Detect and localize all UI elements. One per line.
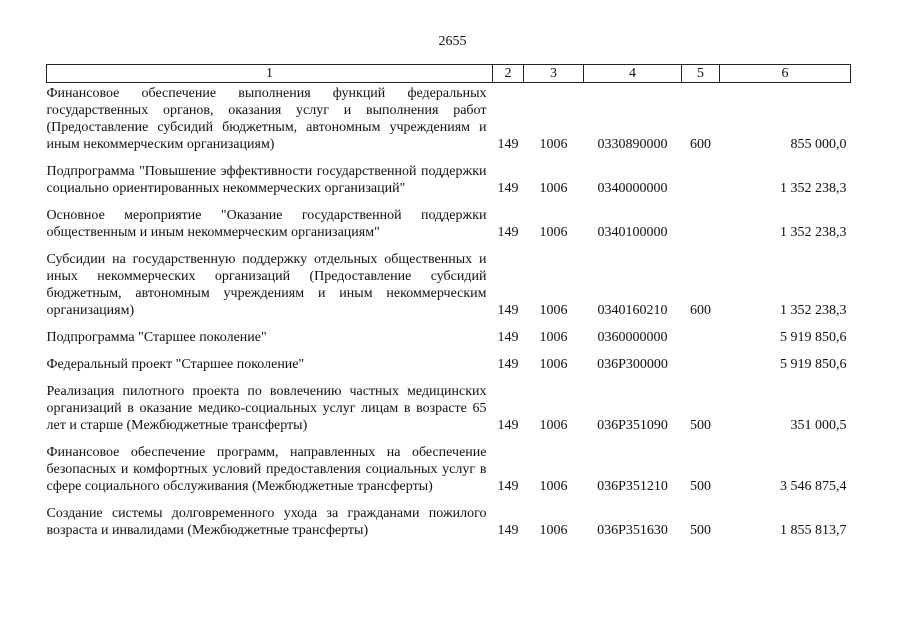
row-rz: 1006 [539,523,568,538]
row-gr: 149 [497,479,519,494]
budget-table [46,64,851,549]
row-csr: 036P300000 [597,357,668,372]
row-vr: 600 [690,303,711,318]
row-name: Финансовое обеспечение выполнения функций федеральных государственных органов, оказания услуг и выполнения работ (Предоставление субсидий бюджетным, автономным учреждениям и иным некоммерческим организациям) [46,86,487,152]
row-amount: 1 352 238,3 [780,303,847,318]
row-amount: 5 919 850,6 [780,357,847,372]
row-vr [682,356,720,383]
row-rz: 1006 [539,418,568,433]
row-name: Федеральный проект "Старшее поколение" [46,357,305,372]
row-csr: 0360000000 [597,330,668,345]
table-row [47,83,851,164]
row-rz: 1006 [539,330,568,345]
row-gr: 149 [497,181,519,196]
header-col-4: 4 [584,65,682,83]
table-row [47,329,851,356]
table-row [47,207,851,251]
row-gr: 149 [497,357,519,372]
table-row [47,505,851,549]
row-vr [682,329,720,356]
row-gr: 149 [497,137,519,152]
row-name: Финансовое обеспечение программ, направленных на обеспечение безопасных и комфортных условий предоставления социальных услуг в сфере социального обслуживания (Межбюджетные трансферты) [46,445,487,494]
row-amount: 3 546 875,4 [780,479,847,494]
row-rz: 1006 [539,479,568,494]
row-amount: 1 855 813,7 [780,523,847,538]
row-name: Создание системы долговременного ухода за гражданами пожилого возраста и инвалидами (Межбюджетные трансферты) [46,506,487,538]
row-gr: 149 [497,303,519,318]
row-csr: 036P351210 [597,479,668,494]
row-name: Основное мероприятие "Оказание государственной поддержки общественным и иным некоммерческим организациям" [46,208,487,240]
row-name: Подпрограмма "Старшее поколение" [46,330,267,345]
row-rz: 1006 [539,225,568,240]
table-row [47,383,851,444]
row-vr: 500 [690,523,711,538]
header-col-2: 2 [493,65,524,83]
table-row [47,356,851,383]
row-csr: 036P351090 [597,418,668,433]
row-rz: 1006 [539,357,568,372]
row-gr: 149 [497,225,519,240]
row-vr: 500 [690,479,711,494]
table-header-row [47,65,851,83]
row-rz: 1006 [539,303,568,318]
row-vr: 600 [690,137,711,152]
row-amount: 855 000,0 [790,137,847,152]
row-name: Реализация пилотного проекта по вовлечению частных медицинских организаций в оказание медико-социальных услуг лицам в возрасте 65 лет и старше (Межбюджетные трансферты) [46,384,487,433]
row-gr: 149 [497,418,519,433]
row-vr [682,207,720,251]
row-gr: 149 [497,330,519,345]
header-col-5: 5 [682,65,720,83]
row-csr: 036P351630 [597,523,668,538]
row-amount: 5 919 850,6 [780,330,847,345]
header-col-1: 1 [47,65,493,83]
row-csr: 0340000000 [597,181,668,196]
row-rz: 1006 [539,181,568,196]
row-csr: 0340100000 [597,225,668,240]
row-vr: 500 [690,418,711,433]
header-col-6: 6 [720,65,851,83]
row-amount: 351 000,5 [790,418,847,433]
page-number: 2655 [438,34,467,49]
row-amount: 1 352 238,3 [780,225,847,240]
table-row [47,444,851,505]
table-row [47,163,851,207]
row-csr: 0340160210 [597,303,668,318]
row-amount: 1 352 238,3 [780,181,847,196]
row-vr [682,163,720,207]
row-gr: 149 [497,523,519,538]
row-rz: 1006 [539,137,568,152]
table-row [47,251,851,329]
row-name: Подпрограмма "Повышение эффективности государственной поддержки социально ориентированных некоммерческих организаций" [46,164,487,196]
row-csr: 0330890000 [597,137,668,152]
header-col-3: 3 [524,65,584,83]
row-name: Субсидии на государственную поддержку отдельных общественных и иных некоммерческих организаций (Предоставление субсидий бюджетным, автономным учреждениям и иным некоммерческим организациям) [46,252,487,318]
